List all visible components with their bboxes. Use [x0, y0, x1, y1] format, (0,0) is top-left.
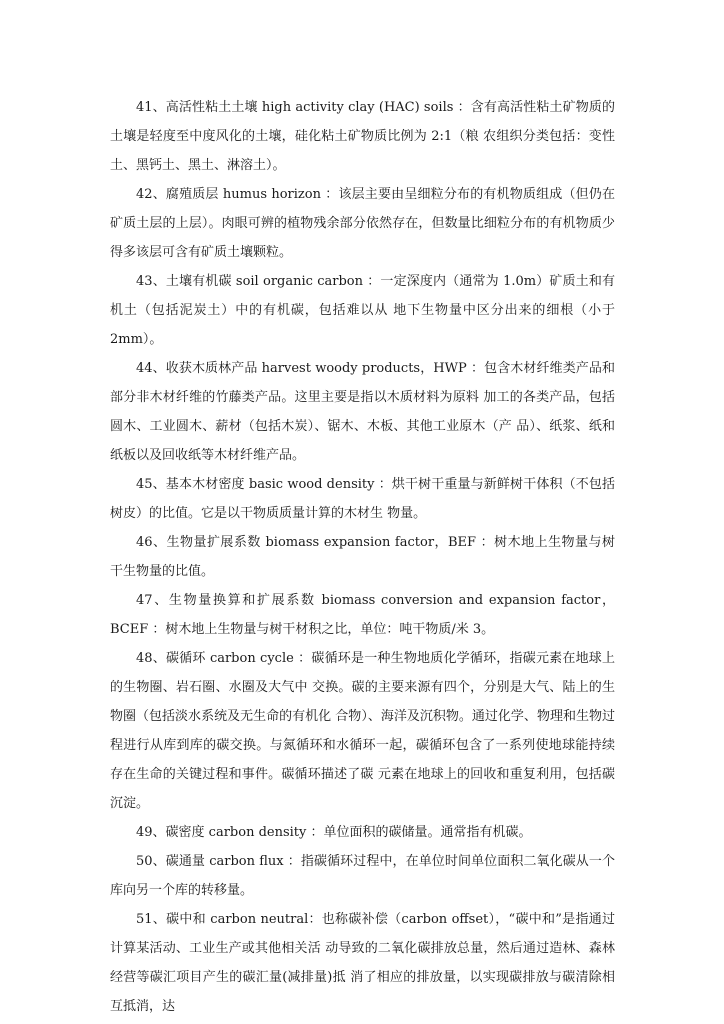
- glossary-entry-47: 47、生物量换算和扩展系数 biomass conversion and expansion factor，BCEF ：树木地上生物量与树干材积之比，单位：吨干物质/米 3。: [110, 593, 615, 637]
- glossary-entry-50: 50、碳通量 carbon flux ：指碳循环过程中，在单位时间单位面积二氧化碳从一个库向另一个库的转移量。: [110, 854, 615, 898]
- document-page: [110, 93, 615, 1021]
- glossary-entry-48: 48、碳循环 carbon cycle ：碳循环是一种生物地质化学循环，指碳元素在地球上的生物圈、岩石圈、水圈及大气中 交换。碳的主要来源有四个，分别是大气、陆上的生物圈（包括淡水系统及无生命的有机化 合物）、海洋及沉积物。通过化学、物理和生物过程进行从库到库的碳交换。与氮循环和水循环一起，碳循环包含了一系列使地球能持续存在生命的关键过程和事件。碳循环描述了碳 元素在地球上的回收和重复利用，包括碳沉淀。: [110, 651, 615, 811]
- glossary-entry-51: 51、碳中和 carbon neutral：也称碳补偿（carbon offset），“碳中和”是指通过计算某活动、工业生产或其他相关活 动导致的二氧化碳排放总量，然后通过造林、森林经营等碳汇项目产生的碳汇量(减排量)抵 消了相应的排放量，以实现碳排放与碳清除相互抵消，达: [110, 912, 615, 1014]
- glossary-entry-42: 42、腐殖质层 humus horizon ：该层主要由呈细粒分布的有机物质组成（但仍在矿质土层的上层）。肉眼可辨的植物残余部分依然存在，但数量比细粒分布的有机物质少得多该层可含有矿质土壤颗粒。: [110, 187, 615, 260]
- glossary-entry-41: 41、高活性粘土土壤 high activity clay (HAC) soils ：含有高活性粘土矿物质的土壤是轻度至中度风化的土壤，硅化粘土矿物质比例为 2:1（粮 农组织分类包括：变性土、黑钙土、黑土、淋溶土）。: [110, 100, 615, 173]
- glossary-entry-46: 46、生物量扩展系数 biomass expansion factor，BEF ：树木地上生物量与树干生物量的比值。: [110, 535, 615, 579]
- glossary-entry-44: 44、收获木质林产品 harvest woody products，HWP ：包含木材纤维类产品和部分非木材纤维的竹藤类产品。这里主要是指以木质材料为原料 加工的各类产品，包括圆木、工业圆木、薪材（包括木炭）、锯木、木板、其他工业原木（产 品）、纸浆、纸和纸板以及回收纸等木材纤维产品。: [110, 361, 615, 463]
- glossary-entry-49: 49、碳密度 carbon density ：单位面积的碳储量。通常指有机碳。: [136, 825, 532, 840]
- glossary-entry-45: 45、基本木材密度 basic wood density ：烘干树干重量与新鲜树干体积（不包括树皮）的比值。它是以干物质质量计算的木材生 物量。: [110, 477, 615, 521]
- glossary-entry-43: 43、土壤有机碳 soil organic carbon ：一定深度内（通常为 1.0m）矿质土和有机土（包括泥炭土）中的有机碳，包括难以从 地下生物量中区分出来的细根（小于 2mm）。: [110, 274, 615, 347]
